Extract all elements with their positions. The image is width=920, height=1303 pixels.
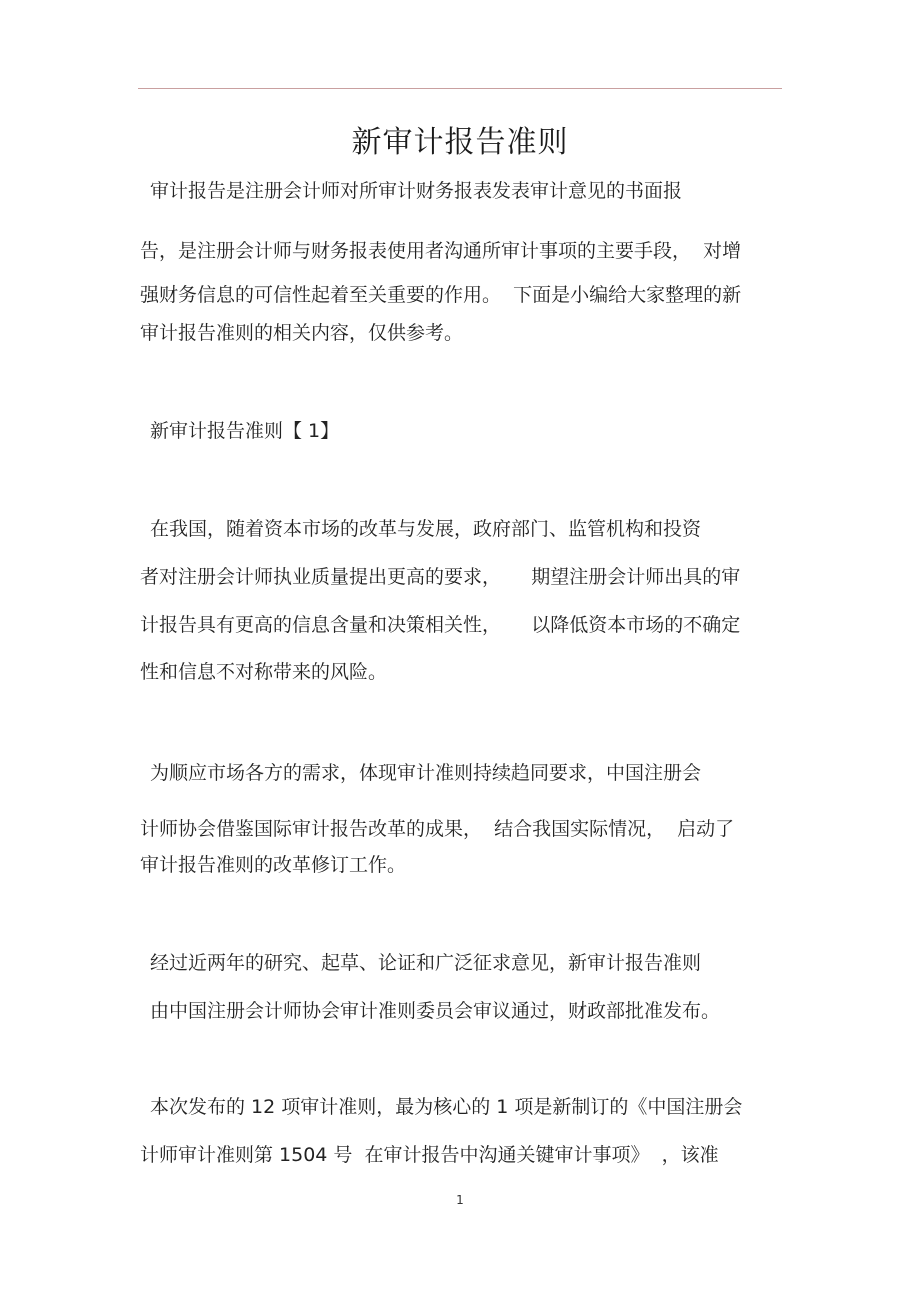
paragraph-line: 者对注册会计师执业质量提出更高的要求， 期望注册会计师出具的审 xyxy=(140,566,741,588)
page-number: 1 xyxy=(456,1193,464,1207)
header-rule xyxy=(138,88,782,89)
paragraph-line: 审计报告是注册会计师对所审计财务报表发表审计意见的书面报 xyxy=(150,180,683,202)
paragraph-line: 计师协会借鉴国际审计报告改革的成果， 结合我国实际情况， 启动了 xyxy=(140,818,735,840)
paragraph-line: 由中国注册会计师协会审计准则委员会审议通过，财政部批准发布。 xyxy=(150,1000,721,1022)
paragraph-line: 计报告具有更高的信息含量和决策相关性， 以降低资本市场的不确定 xyxy=(140,614,741,636)
paragraph-line: 审计报告准则的相关内容，仅供参考。 xyxy=(140,322,464,344)
paragraph-line: 在我国，随着资本市场的改革与发展，政府部门、监管机构和投资 xyxy=(150,518,702,540)
document-title: 新审计报告准则 xyxy=(351,125,569,160)
paragraph-line: 告，是注册会计师与财务报表使用者沟通所审计事项的主要手段， 对增 xyxy=(140,240,742,262)
paragraph-line: 性和信息不对称带来的风险。 xyxy=(140,661,388,683)
paragraph-line: 本次发布的 12 项审计准则，最为核心的 1 项是新制订的《中国注册会 xyxy=(150,1096,743,1118)
paragraph-line: 经过近两年的研究、起草、论证和广泛征求意见，新审计报告准则 xyxy=(150,952,702,974)
paragraph-line: 审计报告准则的改革修订工作。 xyxy=(140,854,407,876)
paragraph-line: 强财务信息的可信性起着至关重要的作用。 下面是小编给大家整理的新 xyxy=(140,284,742,306)
section-heading: 新审计报告准则【 1】 xyxy=(150,420,340,442)
paragraph-line: 为顺应市场各方的需求，体现审计准则持续趋同要求，中国注册会 xyxy=(150,762,702,784)
paragraph-line: 计师审计准则第 1504 号 在审计报告中沟通关键审计事项》 ，该准 xyxy=(140,1144,719,1166)
